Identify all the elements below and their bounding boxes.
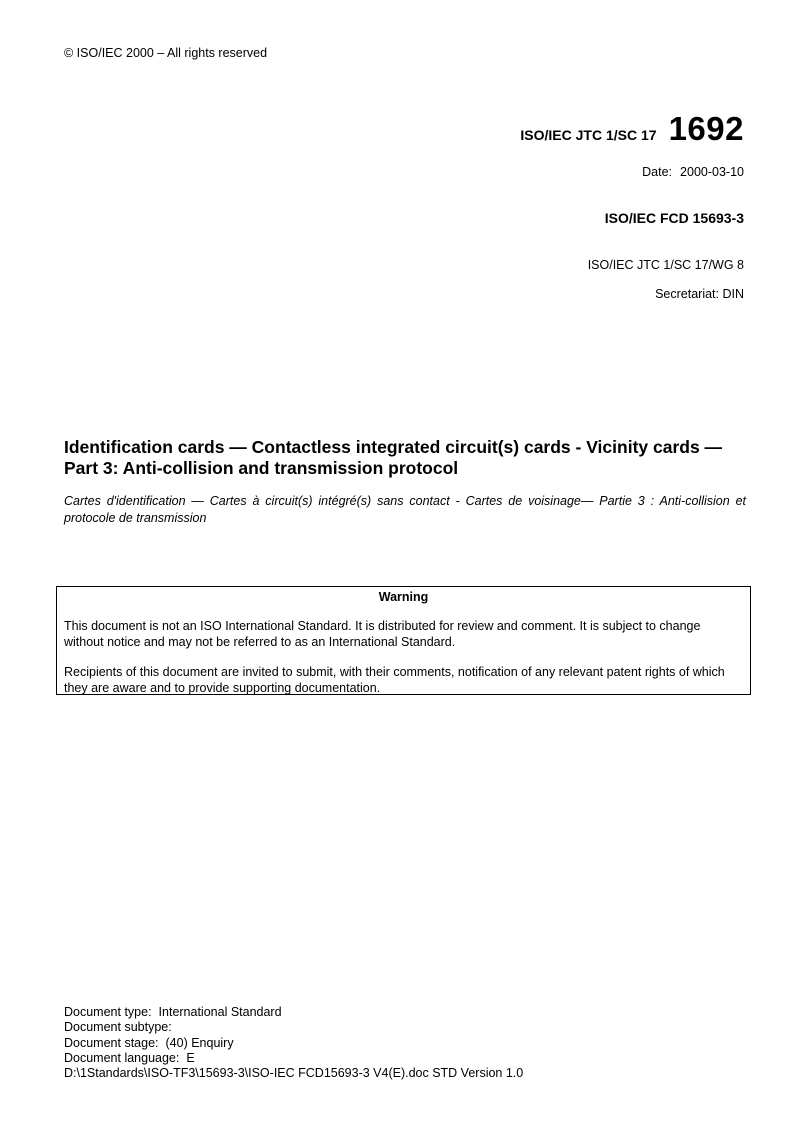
warning-title: Warning xyxy=(378,590,429,604)
document-date xyxy=(642,165,744,179)
document-language-line xyxy=(64,1051,523,1066)
date-label: Date: xyxy=(642,165,673,179)
document-type-line xyxy=(64,1005,523,1020)
document-title-french: Cartes d'identification — Cartes à circuit(s) intégré(s) sans contact - Cartes de voisinage— Partie 3 : Anti-collision et protocole de transmission xyxy=(64,494,746,525)
committee-header xyxy=(520,110,744,148)
document-title-english: Identification cards — Contactless integrated circuit(s) cards - Vicinity cards — Part 3: Anti-collision and transmission protocol xyxy=(64,437,723,478)
document-stage-line xyxy=(64,1036,523,1051)
document-subtype-label: Document subtype: xyxy=(64,1020,172,1035)
committee-label: ISO/IEC JTC 1/SC 17 xyxy=(520,127,657,143)
document-stage-label: Document stage: xyxy=(64,1035,159,1050)
secretariat: Secretariat: DIN xyxy=(655,287,744,301)
document-number: 1692 xyxy=(668,110,744,147)
document-info xyxy=(64,1005,523,1081)
warning-paragraph: This document is not an ISO International Standard. It is distributed for review and comment. It is subject to change without notice and may not be referred to as an International Standard. xyxy=(64,619,701,649)
document-type-value: International Standard xyxy=(158,1005,282,1019)
date-value: 2000-03-10 xyxy=(680,165,744,179)
document-language-value: E xyxy=(186,1050,195,1065)
document-stage-value: (40) Enquiry xyxy=(165,1035,234,1050)
fcd-reference: ISO/IEC FCD 15693-3 xyxy=(604,210,744,226)
warning-box xyxy=(56,586,751,695)
working-group-reference: ISO/IEC JTC 1/SC 17/WG 8 xyxy=(587,258,744,272)
copyright-notice: © ISO/IEC 2000 – All rights reserved xyxy=(64,46,268,60)
document-subtype-line xyxy=(64,1020,523,1035)
document-file-path: D:\1Standards\ISO-TF3\15693-3\ISO-IEC FCD15693-3 V4(E).doc STD Version 1.0 xyxy=(64,1066,524,1081)
document-type-label: Document type: xyxy=(64,1005,152,1019)
warning-paragraph: Recipients of this document are invited to submit, with their comments, notification of any relevant patent rights of which they are aware and to provide supporting documentation. xyxy=(64,665,725,695)
document-language-label: Document language: xyxy=(64,1050,180,1065)
